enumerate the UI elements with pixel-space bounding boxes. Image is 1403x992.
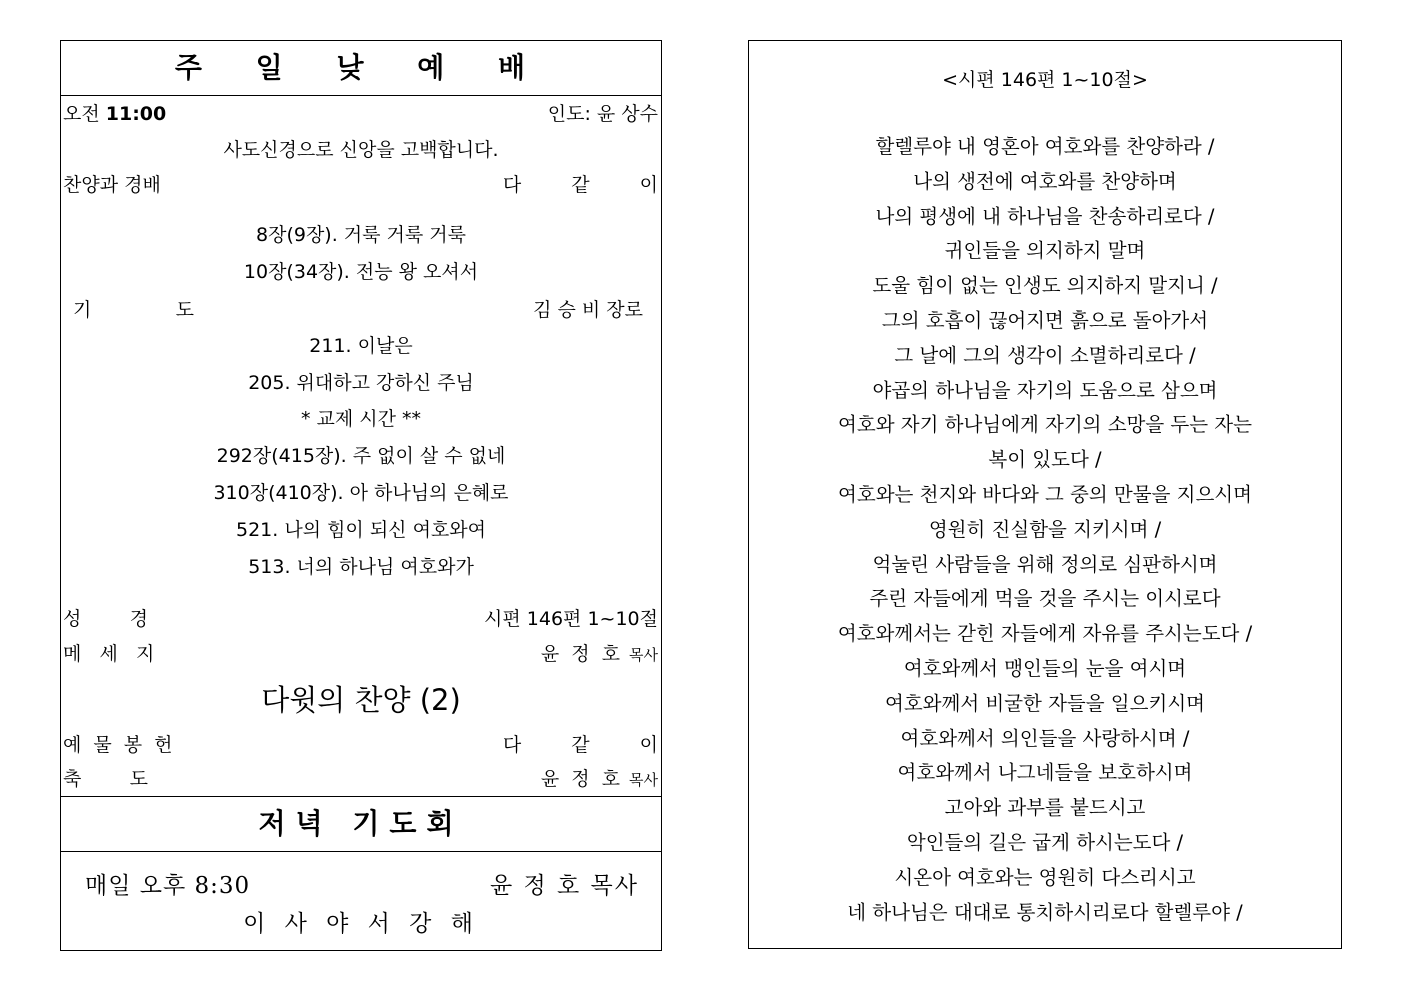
scripture-panel — [748, 40, 1342, 949]
verse-line: 네 하나님은 대대로 통치하시리로다 할렐루야 / — [847, 900, 1243, 924]
worship-order-panel — [60, 40, 680, 951]
service-title: 주 일 낮 예 배 — [61, 41, 661, 96]
time-value: 11:00 — [105, 103, 167, 125]
hymn-line: 513. 너의 하나님 여호와가 — [248, 556, 474, 578]
verse-line: 여호와는 천지와 바다와 그 중의 만물을 지으시며 — [838, 483, 1252, 506]
verse-line: 여호와께서 비굴한 자들을 일으키시며 — [885, 691, 1205, 715]
message-name: 윤 정 호 — [540, 643, 623, 665]
message-label: 메 세 지 — [63, 643, 155, 665]
verse-line: 고아와 과부를 붙드시고 — [944, 796, 1146, 820]
verse-line: 시온아 여호와는 영원히 다스리시고 — [894, 865, 1196, 889]
verse-line: 억눌린 사람들을 위해 정의로 심판하시며 — [872, 552, 1218, 576]
benediction-name: 윤 정 호 — [540, 768, 623, 790]
offering-label: 예 물 봉 헌 — [63, 734, 176, 756]
verse-line: 주린 자들에게 먹을 것을 주시는 이시로다 — [869, 587, 1221, 611]
hymn-line: 10장(34장). 전능 왕 오셔서 — [243, 261, 479, 283]
evening-leader: 윤 정 호 목사 — [489, 873, 639, 899]
hymn-line: 310장(410장). 아 하나님의 은혜로 — [213, 482, 509, 504]
verse-line: 나의 생전에 여호와를 찬양하며 — [913, 169, 1177, 193]
offering-right: 다 같 이 — [502, 734, 680, 756]
leader: 인도: 윤 상수 — [547, 103, 658, 125]
praise-right: 다 같 이 — [502, 174, 680, 196]
hymn-line: 211. 이날은 — [309, 335, 413, 357]
scripture-row — [61, 602, 661, 636]
evening-service-title: 저녁 기도회 — [61, 796, 661, 852]
hymn-line: 8장(9장). 거룩 거룩 거룩 — [256, 224, 466, 246]
psalm-title: <시편 146편 1~10절> — [942, 69, 1148, 91]
scripture-ref: 시편 146편 1~10절 — [484, 608, 658, 630]
verse-line: 영원히 진실함을 지키시며 / — [928, 517, 1162, 541]
verse-line: 나의 평생에 내 하나님을 찬송하리로다 / — [875, 204, 1215, 228]
message-row — [61, 637, 661, 671]
message-title: 목사 — [629, 646, 658, 664]
evening-subject: 이 사 야 서 강 해 — [243, 911, 479, 937]
verse-line: 도울 힘이 없는 인생도 의지하지 말지니 / — [872, 274, 1218, 298]
praise-label: 찬양과 경배 — [63, 174, 161, 196]
time-label: 오전 — [63, 103, 100, 125]
prayer-row — [61, 293, 661, 327]
verse-line: 야곱의 하나님을 자기의 도움으로 삼으며 — [872, 378, 1218, 402]
verse-line: 복이 있도다 / — [988, 448, 1102, 472]
verse-line: 그 날에 그의 생각이 소멸하리로다 / — [894, 343, 1196, 367]
praise-row — [61, 168, 680, 202]
offering-row — [61, 728, 680, 762]
prayer-right: 김 승 비 장로 — [533, 299, 643, 321]
verse-line: 할렐루야 내 영혼아 여호와를 찬양하라 / — [875, 135, 1215, 158]
hymn-line: 205. 위대하고 강하신 주님 — [248, 372, 474, 394]
verse-line: 여호와 자기 하나님에게 자기의 소망을 두는 자는 — [838, 413, 1252, 437]
hymn-line: 521. 나의 힘이 되신 여호와여 — [235, 519, 486, 541]
verse-line: 악인들의 길은 굽게 하시는도다 / — [906, 831, 1184, 854]
creed-text: 사도신경으로 신앙을 고백합니다. — [223, 139, 499, 161]
benediction-title: 목사 — [629, 771, 658, 789]
verse-line: 여호와께서 나그네들을 보호하시며 — [897, 761, 1193, 785]
verse-line: 여호와께서 의인들을 사랑하시며 / — [900, 726, 1190, 750]
scripture-label: 성 경 — [63, 608, 149, 630]
hymn-line: 292장(415장). 주 없이 살 수 없네 — [216, 445, 506, 467]
benediction-label: 축 도 — [63, 768, 149, 790]
sermon-title: 다윗의 찬양 (2) — [261, 683, 461, 717]
verse-line: 여호와께서 맹인들의 눈을 여시며 — [903, 657, 1187, 680]
benediction-row — [61, 762, 661, 796]
prayer-label: 기 도 — [73, 299, 199, 321]
verse-line: 그의 호흡이 끊어지면 흙으로 돌아가서 — [881, 309, 1209, 332]
verse-line: 여호와께서는 갇힌 자들에게 자유를 주시는도다 / — [837, 622, 1253, 646]
creed-row — [61, 133, 661, 167]
time-row — [61, 97, 661, 131]
verse-line: 귀인들을 의지하지 말며 — [944, 239, 1146, 263]
evening-time: 매일 오후 8:30 — [85, 873, 251, 899]
fellowship-line: * 교제 시간 ** — [300, 408, 422, 430]
